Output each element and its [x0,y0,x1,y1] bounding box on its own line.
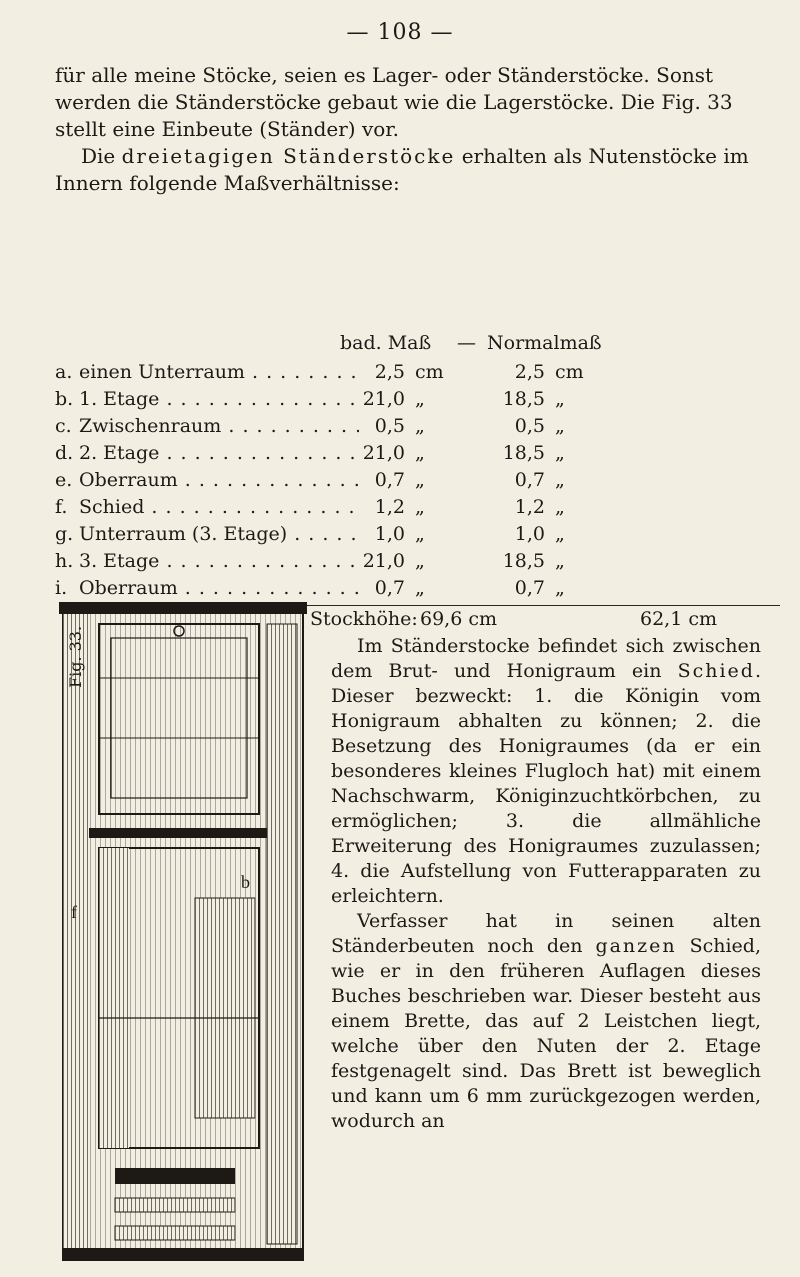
table-row [55,496,775,523]
page-number: — 108 — [346,20,454,45]
intro-text [55,62,760,197]
row-baden-unit: „ [415,388,425,410]
upper-window [99,624,259,814]
row-normal-value: 0,5 [514,415,545,437]
row-name: Zwischenraum . . . [79,415,359,437]
lower-section-left [99,848,129,1148]
sum-rule [300,605,780,606]
body-p1-start: Im Ständerstocke befindet sich zwischen dem Brut- und Honigraum ein [331,635,761,682]
row-baden-value: 0,7 [374,469,405,491]
intro-paragraph-2-suffix: erhalten als Nutenstöcke im Innern folgende Maßverhältnisse: [55,144,749,195]
hive-base [63,1248,303,1260]
row-name: Oberraum . . . [79,577,359,599]
table-row [55,550,775,577]
row-normal-unit: cm [555,361,584,383]
middle-divider [89,828,267,838]
table-header [55,332,775,360]
row-name: 3. Etage . . . [79,550,359,572]
row-normal-value: 0,7 [514,577,545,599]
row-baden-unit: cm [415,361,444,383]
row-normal-value: 0,7 [514,469,545,491]
figure-letter-b: b [241,872,250,892]
row-normal-value: 1,2 [514,496,545,518]
row-normal-value: 18,5 [502,442,545,464]
row-baden-value: 21,0 [362,442,405,464]
row-normal-value: 1,0 [514,523,545,545]
stock-height-baden: 69,6 cm [420,608,498,630]
row-baden-unit: „ [415,442,425,464]
stock-height-normal: 62,1 cm [640,608,718,630]
row-name: Oberraum . . . [79,469,359,491]
hive-right-edge [267,624,297,1244]
row-normal-unit: „ [555,523,565,545]
row-normal-unit: „ [555,388,565,410]
row-letter: d. [55,442,74,464]
row-baden-value: 21,0 [362,388,405,410]
row-letter: b. [55,388,74,410]
row-baden-value: 1,0 [374,523,405,545]
table-row [55,523,775,550]
figure-label: Fig. 33. [66,625,85,688]
drawer [115,1226,235,1240]
header-normal-measure: Normalmaß [487,332,602,354]
row-baden-value: 0,5 [374,415,405,437]
table-row [55,388,775,415]
row-baden-value: 21,0 [362,550,405,572]
table-row [55,415,775,442]
row-baden-unit: „ [415,415,425,437]
row-normal-unit: „ [555,496,565,518]
row-name: Schied . . . [79,496,359,518]
table-row [55,361,775,388]
table-row [55,442,775,469]
intro-paragraph-2-prefix: Die [81,144,122,168]
row-letter: a. [55,361,73,383]
measure-table [55,361,775,604]
row-name: 1. Etage . . . [79,388,359,410]
row-letter: c. [55,415,72,437]
body-p2-start: Verfasser hat in seinen alten Ständerbeuten noch den [331,910,761,957]
hive-drawing [55,598,311,1266]
row-letter: h. [55,550,74,572]
row-baden-value: 0,7 [374,577,405,599]
body-paragraph-2 [331,909,761,1134]
row-baden-unit: „ [415,496,425,518]
row-baden-value: 2,5 [374,361,405,383]
row-baden-unit: „ [415,523,425,545]
drawer [115,1198,235,1212]
row-name: Unterraum (3. Etage) . . . [79,523,359,545]
row-name: 2. Etage . . . [79,442,359,464]
drawer [115,1168,235,1184]
row-baden-unit: „ [415,469,425,491]
hive-top [59,602,307,614]
intro-paragraph-2 [55,143,760,197]
row-normal-value: 18,5 [502,388,545,410]
row-name: einen Unterraum . . . [79,361,359,383]
body-paragraph-1 [331,634,761,909]
stock-height-label: Stockhöhe: [310,608,418,630]
row-baden-unit: „ [415,577,425,599]
header-baden-measure: bad. Maß [340,332,432,354]
row-letter: i. [55,577,68,599]
figure-letter-f: f [71,902,77,922]
row-normal-value: 18,5 [502,550,545,572]
hive-illustration [55,598,311,1266]
row-normal-unit: „ [555,415,565,437]
body-p2-rest: Schied, wie er in den früheren Auflagen dieses Buches beschrieben war. Dieser besteht aus einem Brette, das auf 2 Leistchen liegt, welche über den Nuten der 2. Etage festgenagelt sind. Das Brett ist beweglich und kann um 6 mm zurückgezogen werden, wodurch an [331,935,761,1132]
row-letter: g. [55,523,74,545]
body-p1-emphasis: Schied [677,660,755,682]
row-normal-unit: „ [555,550,565,572]
row-baden-value: 1,2 [374,496,405,518]
row-baden-unit: „ [415,550,425,572]
table-row [55,469,775,496]
body-p1-rest: . Dieser bezweckt: 1. die Königin vom Honigraum abhalten zu können; 2. die Besetzung des Honigraumes (da er ein besonderes kleines Flugloch hat) mit einem Nachschwarm, Königinzuchtkörbchen, zu ermöglichen; 3. die allmähliche Erweiterung des Honigraumes zuzulassen; 4. die Aufstellung von Futterapparaten zu erleichtern. [331,660,761,907]
body-p2-emphasis: ganzen [595,935,677,957]
row-normal-unit: „ [555,577,565,599]
hive-left-edge [63,614,89,1260]
stock-height-row [310,608,780,636]
row-normal-unit: „ [555,442,565,464]
intro-paragraph-2-emphasis: dreietagigen Ständerstöcke [121,144,456,168]
lower-door [195,898,255,1118]
intro-paragraph-1: für alle meine Stöcke, seien es Lager- oder Ständerstöcke. Sonst werden die Ständerstöcke gebaut wie die Lagerstöcke. Die Fig. 33 stellt eine Einbeute (Ständer) vor. [55,63,733,141]
header-dash: — [457,332,476,354]
row-normal-unit: „ [555,469,565,491]
row-normal-value: 2,5 [514,361,545,383]
row-letter: f. [55,496,68,518]
row-letter: e. [55,469,73,491]
body-text [331,634,761,1134]
